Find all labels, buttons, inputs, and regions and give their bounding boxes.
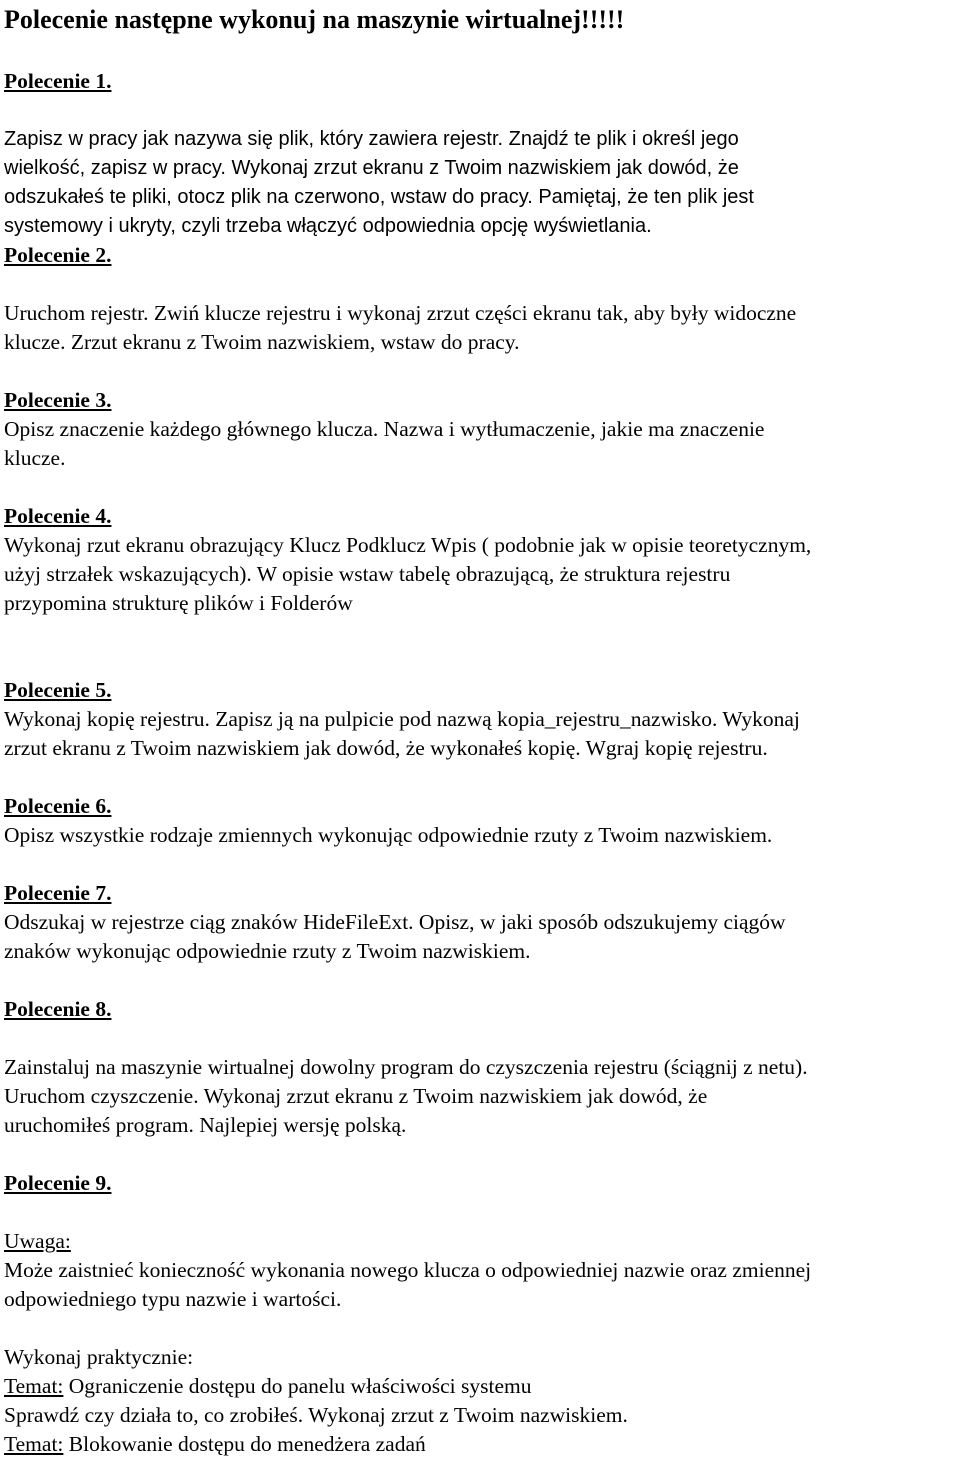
- task-1-text: odszukałeś te pliki, otocz plik na czerwono, wstaw do pracy. Pamiętaj, że ten plik jest: [4, 186, 754, 208]
- task-9-heading: Polecenie 9.: [4, 1171, 112, 1195]
- task-1-text: systemowy i ukryty, czyli trzeba włączyć odpowiednia opcję wyświetlania.: [4, 215, 652, 237]
- task-1-heading: Polecenie 1.: [4, 69, 112, 93]
- topic-label: Temat:: [4, 1374, 64, 1398]
- task-7-heading: Polecenie 7.: [4, 881, 112, 905]
- practice-topic-1: [4, 1372, 956, 1401]
- task-5-text: zrzut ekranu z Twoim nazwiskiem jak dowód, że wykonałeś kopię. Wgraj kopię rejestru.: [4, 736, 768, 760]
- task-8-heading: Polecenie 8.: [4, 997, 112, 1021]
- task-4-text: Wykonaj rzut ekranu obrazujący Klucz Podklucz Wpis ( podobnie jak w opisie teoretycznym,: [4, 533, 812, 557]
- task-7-text: znaków wykonując odpowiednie rzuty z Twoim nazwiskiem.: [4, 939, 531, 963]
- topic-label: Temat:: [4, 1432, 64, 1456]
- task-6-text: Opisz wszystkie rodzaje zmiennych wykonując odpowiednie rzuty z Twoim nazwiskiem.: [4, 823, 773, 847]
- task-1-text: wielkość, zapisz w pracy. Wykonaj zrzut ekranu z Twoim nazwiskiem jak dowód, że: [4, 157, 739, 179]
- task-4-text: przypomina strukturę plików i Folderów: [4, 591, 353, 615]
- task-3-heading: Polecenie 3.: [4, 388, 112, 412]
- document-title: Polecenie następne wykonuj na maszynie wirtualnej!!!!!: [4, 5, 625, 34]
- task-5-text: Wykonaj kopię rejestru. Zapisz ją na pulpicie pod nazwą kopia_rejestru_nazwisko. Wykonaj: [4, 707, 800, 731]
- task-8-text: uruchomiłeś program. Najlepiej wersję polską.: [4, 1113, 407, 1137]
- practice-intro: Wykonaj praktycznie:: [4, 1345, 194, 1369]
- practice-topic-2: [4, 1430, 956, 1459]
- task-3-text: Opisz znaczenie każdego głównego klucza. Nazwa i wytłumaczenie, jakie ma znaczenie: [4, 417, 765, 441]
- task-8-text: Uruchom czyszczenie. Wykonaj zrzut ekranu z Twoim nazwiskiem jak dowód, że: [4, 1084, 708, 1108]
- practice-check: Sprawdź czy działa to, co zrobiłeś. Wykonaj zrzut z Twoim nazwiskiem.: [4, 1403, 628, 1427]
- task-7-text: Odszukaj w rejestrze ciąg znaków HideFileExt. Opisz, w jaki sposób odszukujemy ciągów: [4, 910, 786, 934]
- task-2-heading: Polecenie 2.: [4, 243, 112, 267]
- task-8-text: Zainstaluj na maszynie wirtualnej dowolny program do czyszczenia rejestru (ściągnij z netu).: [4, 1055, 808, 1079]
- task-2-text: Uruchom rejestr. Zwiń klucze rejestru i wykonaj zrzut części ekranu tak, aby były widoczne: [4, 301, 797, 325]
- task-4-heading: Polecenie 4.: [4, 504, 112, 528]
- task-1-text: Zapisz w pracy jak nazywa się plik, który zawiera rejestr. Znajdź te plik i określ jego: [4, 128, 739, 150]
- topic-text: Blokowanie dostępu do menedżera zadań: [63, 1432, 426, 1456]
- task-2-text: klucze. Zrzut ekranu z Twoim nazwiskiem, wstaw do pracy.: [4, 330, 520, 354]
- task-9-text: Może zaistnieć konieczność wykonania nowego klucza o odpowiedniej nazwie oraz zmiennej: [4, 1258, 812, 1282]
- task-6-heading: Polecenie 6.: [4, 794, 112, 818]
- task-9-text: odpowiedniego typu nazwie i wartości.: [4, 1287, 342, 1311]
- task-4-text: użyj strzałek wskazujących). W opisie wstaw tabelę obrazującą, że struktura rejestru: [4, 562, 731, 586]
- note-label: Uwaga:: [4, 1229, 71, 1253]
- task-3-text: klucze.: [4, 446, 66, 470]
- task-5-heading: Polecenie 5.: [4, 678, 112, 702]
- topic-text: Ograniczenie dostępu do panelu właściwości systemu: [63, 1374, 532, 1398]
